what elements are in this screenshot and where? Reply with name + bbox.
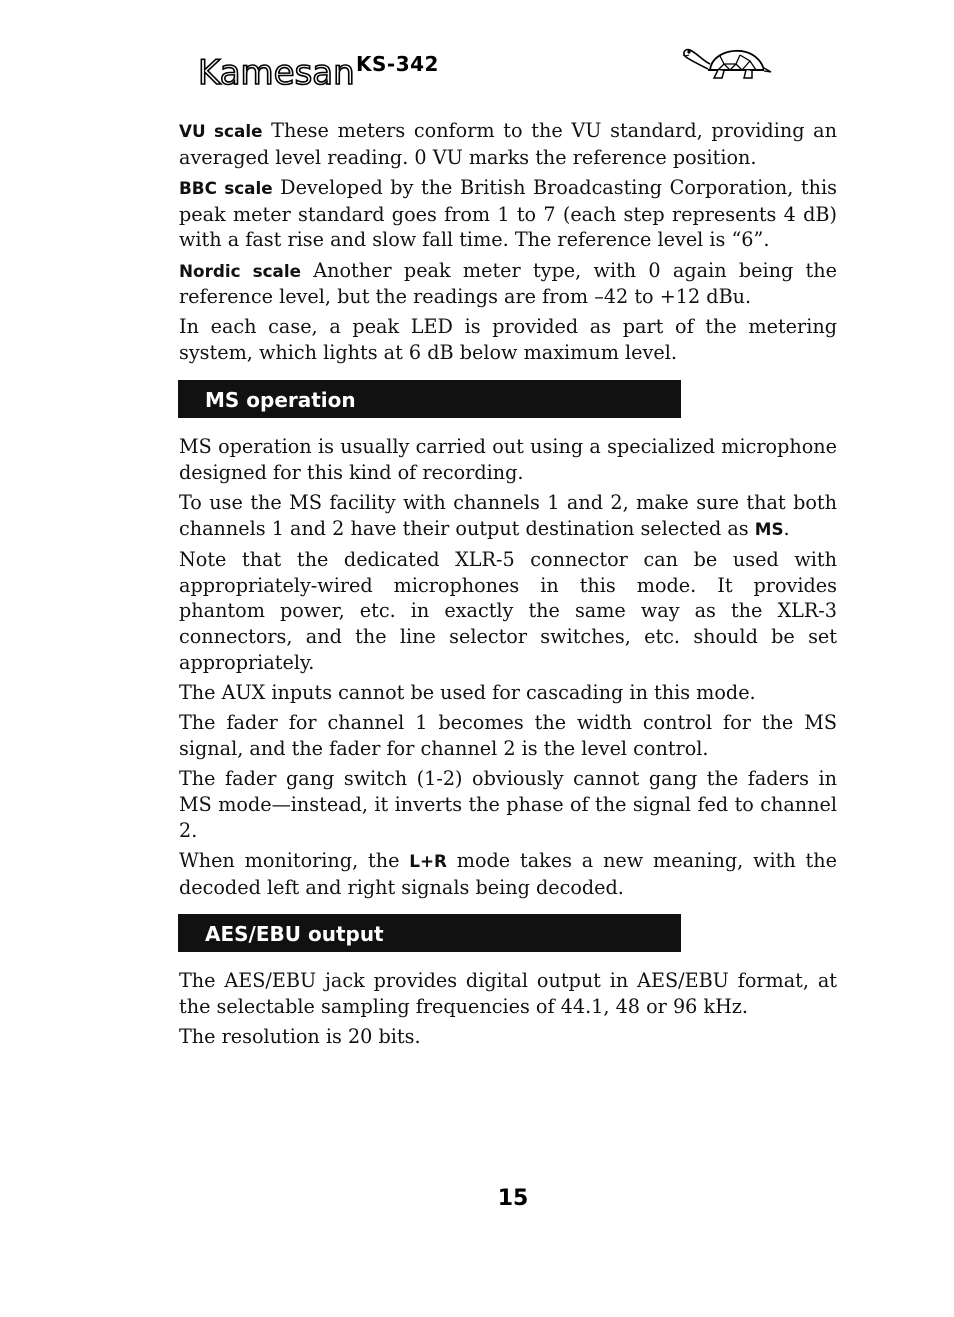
ms-paragraph-6: The fader gang switch (1-2) obviously cannot gang the faders in MS mode—instead, it inverts the phase of the signal fed to channel 2. <box>179 767 837 842</box>
ms-paragraph-2 <box>179 490 837 543</box>
page-body <box>179 118 837 1054</box>
page-number: 15 <box>497 1186 529 1211</box>
bbc-scale-paragraph <box>179 175 837 253</box>
ms-operation-heading: MS operation <box>178 380 681 418</box>
bbc-scale-term: BBC scale <box>179 177 273 198</box>
bbc-scale-text: Developed by the British Broadcasting Corporation, this peak meter standard goes from 1 to 7 (each step represents 4 dB) with a fast rise and slow fall time. The reference level is “6”. <box>179 175 837 252</box>
ms-term: MS <box>754 518 784 539</box>
ms-p7-after: mode takes a new meaning, with the decoded left and right signals being decoded. <box>179 848 837 899</box>
page-header <box>198 44 778 92</box>
turtle-icon <box>680 44 772 82</box>
ms-p2-before: To use the MS facility with channels 1 and 2, make sure that both channels 1 and 2 have their output destination selected as <box>179 490 837 540</box>
vu-scale-paragraph <box>179 118 837 171</box>
lr-term: L+R <box>409 850 447 871</box>
ms-paragraph-5: The fader for channel 1 becomes the width control for the MS signal, and the fader for channel 2 is the level control. <box>179 711 837 761</box>
kamesan-logo <box>198 50 358 90</box>
ms-paragraph-3: Note that the dedicated XLR-5 connector can be used with appropriately-wired microphones in this mode. It provides phantom power, etc. in exactly the same way as the XLR-3 connectors, and the line selector switches, etc. should be set appropriately. <box>179 547 837 675</box>
kamesan-logo-graphic <box>198 50 358 90</box>
ms-paragraph-1: MS operation is usually carried out using a specialized microphone designed for this kind of recording. <box>179 435 837 484</box>
ms-p2-after: . <box>783 516 790 540</box>
peak-led-paragraph: In each case, a peak LED is provided as part of the metering system, which lights at 6 dB below maximum level. <box>179 315 837 365</box>
aes-paragraph-1: The AES/EBU jack provides digital output in AES/EBU format, at the selectable sampling frequencies of 44.1, 48 or 96 kHz. <box>179 969 837 1019</box>
model-name: KS-342 <box>356 52 439 76</box>
ms-paragraph-4: The AUX inputs cannot be used for cascading in this mode. <box>179 681 756 705</box>
nordic-scale-text: Another peak meter type, with 0 again being the reference level, but the readings are from –42 to +12 dBu. <box>179 258 837 309</box>
nordic-scale-paragraph <box>179 258 837 311</box>
vu-scale-text: These meters conform to the VU standard, providing an averaged level reading. 0 VU marks the reference position. <box>179 119 837 169</box>
nordic-scale-term: Nordic scale <box>179 260 301 281</box>
ms-p7-before: When monitoring, the <box>179 848 410 872</box>
aes-ebu-heading: AES/EBU output <box>178 914 681 952</box>
ms-paragraph-7 <box>179 848 837 901</box>
vu-scale-term: VU scale <box>179 121 263 141</box>
logo-wordmark: Kamesan <box>198 53 355 90</box>
aes-paragraph-2: The resolution is 20 bits. <box>179 1025 421 1049</box>
